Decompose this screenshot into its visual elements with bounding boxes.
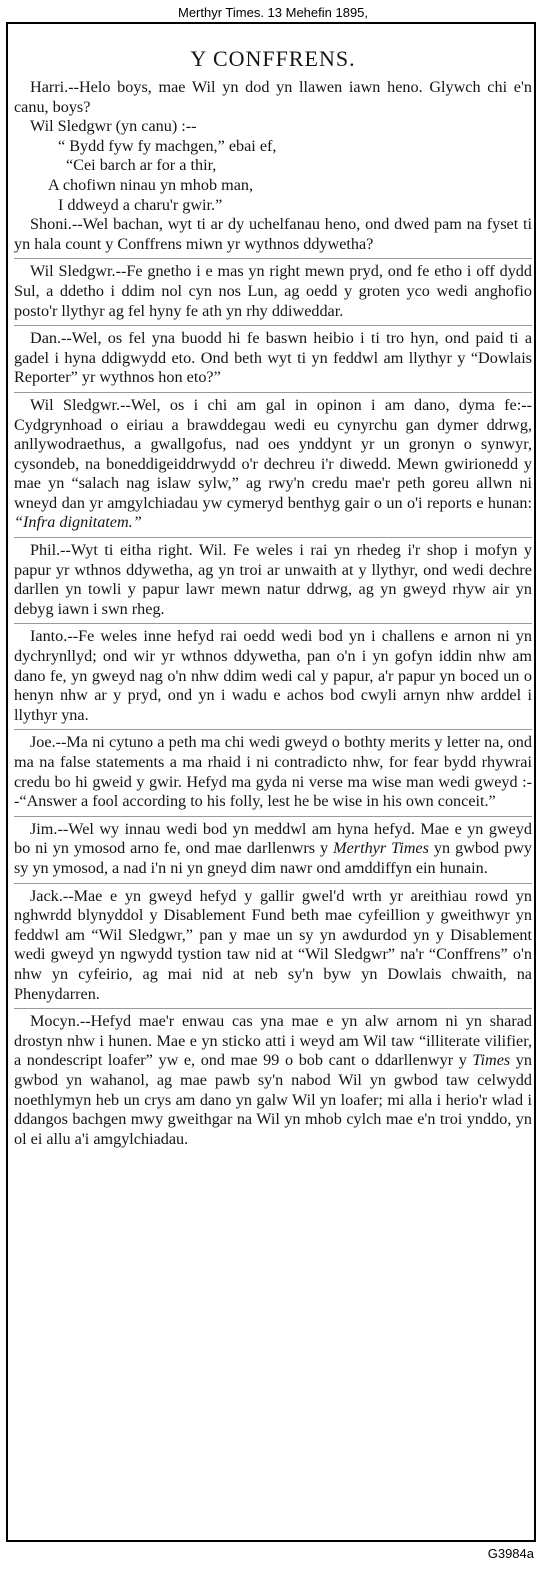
speaker-name: Wil Sledgwr. [30,395,121,414]
paragraph-text: --Wel, os i chi am gal in opinon i am dano, dyma fe:--Cydgrynhoad o eiriau a brawddegau wedi eu cynyrchu gan dymer ddrwg, anllywodraethus, a gwallgofus, nad oes ynddynt yr un gronyn o synwyr, cysondeb, na boneddigeiddrwydd o'r dechreu i'r diwedd. Mewn gwirionedd y mae yn “salach nag islaw sylw,” ag rwy'n credu mae'r peth goreu allwn ni wneyd dan yr amgylchiadau yw cymeryd benthyg gair o un o'i reports e hunan: [14,395,533,512]
song-intro: Wil Sledgwr (yn canu) :-- [30,117,197,136]
latin-phrase: “Infra dignitatem.” [14,513,142,532]
dialogue-paragraph [14,729,532,811]
paragraph-text: --Fe weles inne hefyd rai oedd wedi bod yn i challens e arnon ni yn dychrynllyd; ond wir yr wthnos ddywetha, pan o'n i yn gofyn iddin nhw am dano fe, yn gweyd nag o'n nhw ddim wedi cal y papur, a'r papur yn boced un o henyn nhw ar y pryd, ond yn i wadu e achos bod cwyli arnyn nhw arddel i llythyr yna. [14,627,532,724]
song-verse [14,137,532,215]
paragraph-text: --Wyt ti eitha right. Wil. Fe weles i rai yn rhedeg i'r shop i mofyn y papur yr wthnos ddywetha, ag yn troi ar unwaith at y llythyr, ond wedi dechre darllen yn towli y papur lawr mewn natur ddrwg, ag yn gweyd rhyw air yn debyg iawn i swn rheg. [14,541,532,618]
newspaper-name: Times [472,1051,511,1070]
paragraph-text: --Mae e yn gweyd hefyd y gallir gwel'd wrth yr areithiau rowd yn nghwrdd blynyddol y Disablement Fund beth mae cyfeillion y gweithwyr yn feddwl am “Wil Sledgwr,” pan y mae un sy yn awdurdod yn y Disablement wedi gweyd yn ngwydd tystion taw nid at “Wil Sledgwr” na'r “Conffrens” o'n nhw yn cyfeirio, ag mai nid at neb sy'n byw yn Dowlais chwaith, na Phenydarren. [14,886,532,1003]
dialogue-paragraph [14,258,532,321]
dialogue-paragraph [14,623,532,725]
speaker-name: Mocyn. [30,1012,80,1031]
article-clipping [14,46,532,1149]
source-line: Merthyr Times. 13 Mehefin 1895, [177,5,369,20]
verse-line: “Cei barch ar for a thir, [66,156,217,175]
reference-code: G3984a [487,1546,534,1561]
speaker-name: Dan. [30,329,62,348]
paragraph-text: --Wel wy innau wedi bod yn meddwl am hyna hefyd. Mae e yn gweyd bo ni yn ymosod arno fe, ond mae darllenwrs y [14,819,532,858]
dialogue-paragraph [14,392,532,533]
dialogue-paragraph [14,215,532,254]
speaker-name: Ianto. [30,627,68,646]
headline: Y CONFFRENS. [190,46,356,71]
dialogue-paragraph [14,816,532,879]
speaker-name: Wil Sledgwr. [30,262,116,281]
speaker-name: Harri. [30,78,69,96]
speaker-name: Phil. [30,541,61,560]
paragraph-text: --Wel bachan, wyt ti ar dy uchelfanau heno, ond dwed pam na fyset ti yn hala count y Conffrens miwn yr wythnos ddywetha? [14,215,532,253]
paragraph-text: yn gwbod pwy sy yn ymosod, a nad i'n ni yn gneyd dim nawr ond amddiffyn ein hunain. [14,839,532,877]
paragraph-text: --Wel, os fel yna buodd hi fe baswn heibio i ti tro hyn, ond paid ti a gadel i hyna ddigwydd eto. Ond beth wyt ti yn feddwl am llythyr y “Dowlais Reporter” yr wythnos hon eto?” [14,329,532,387]
paragraph-text: --Fe gnetho i e mas yn right mewn pryd, ond fe etho i off dydd Sul, a ddetho i ddim nol cyn nos Lun, ag oedd y groten yco wedi anghofio posto'r llythyr ag fel hyny fe ath yn rhy ddiweddar. [14,262,532,320]
paragraph-text: --Ma ni cytuno a peth ma chi wedi gweyd o bothty merits y letter na, ond ma na false statements a ma rhaid i ni contradicto nhw, for fear bydd rhywrai credu bo hi gweid y gwir. Hefyd ma gyda ni verse ma wise man wedi gweyd :--“Answer a fool according to his folly, lest he be wise in his own conceit.” [14,733,532,811]
speaker-name: Jack. [30,886,63,905]
dialogue-paragraph [14,883,532,1005]
newspaper-name: Merthyr Times [333,839,429,858]
paragraph-text: yn gwbod yn wahanol, ag mae pawb sy'n nabod Wil yn gwbod taw celwydd noethlymyn heb un crys am dano yn galw Wil yn loafer; mi alla i herio'r wlad i ddangos bachgen mwy gweithgar na Wil yn mhob cylch mae e'n troi ynddo, yn ol ei allu a'i amgylchiadau. [14,1051,532,1148]
verse-line: I ddweyd a charu'r gwir.” [58,195,223,214]
speaker-name: Joe. [30,733,56,752]
paragraph-text: --Hefyd mae'r enwau cas yna mae e yn alw arnom ni yn sharad drostyn nhw i hunen. Mae e yn sticko atti i weyd am Wil taw “illiterate vilifier, a nondescript loafer” yw e, ond mae 99 o bob cant o ddarllenwyr y [14,1012,532,1070]
verse-line: A chofiwn ninau yn mhob man, [48,175,254,194]
dialogue-paragraph [14,537,532,619]
paragraph-text: --Helo boys, mae Wil yn dod yn llawen iawn heno. Glywch chi e'n canu, boys? [14,78,532,116]
speaker-name: Shoni. [30,215,72,234]
verse-line: “ Bydd fyw fy machgen,” ebai ef, [58,136,277,155]
dialogue-paragraph [14,1008,532,1149]
intro-paragraph [14,78,532,117]
speaker-name: Jim. [30,819,58,838]
dialogue-paragraph [14,325,532,388]
